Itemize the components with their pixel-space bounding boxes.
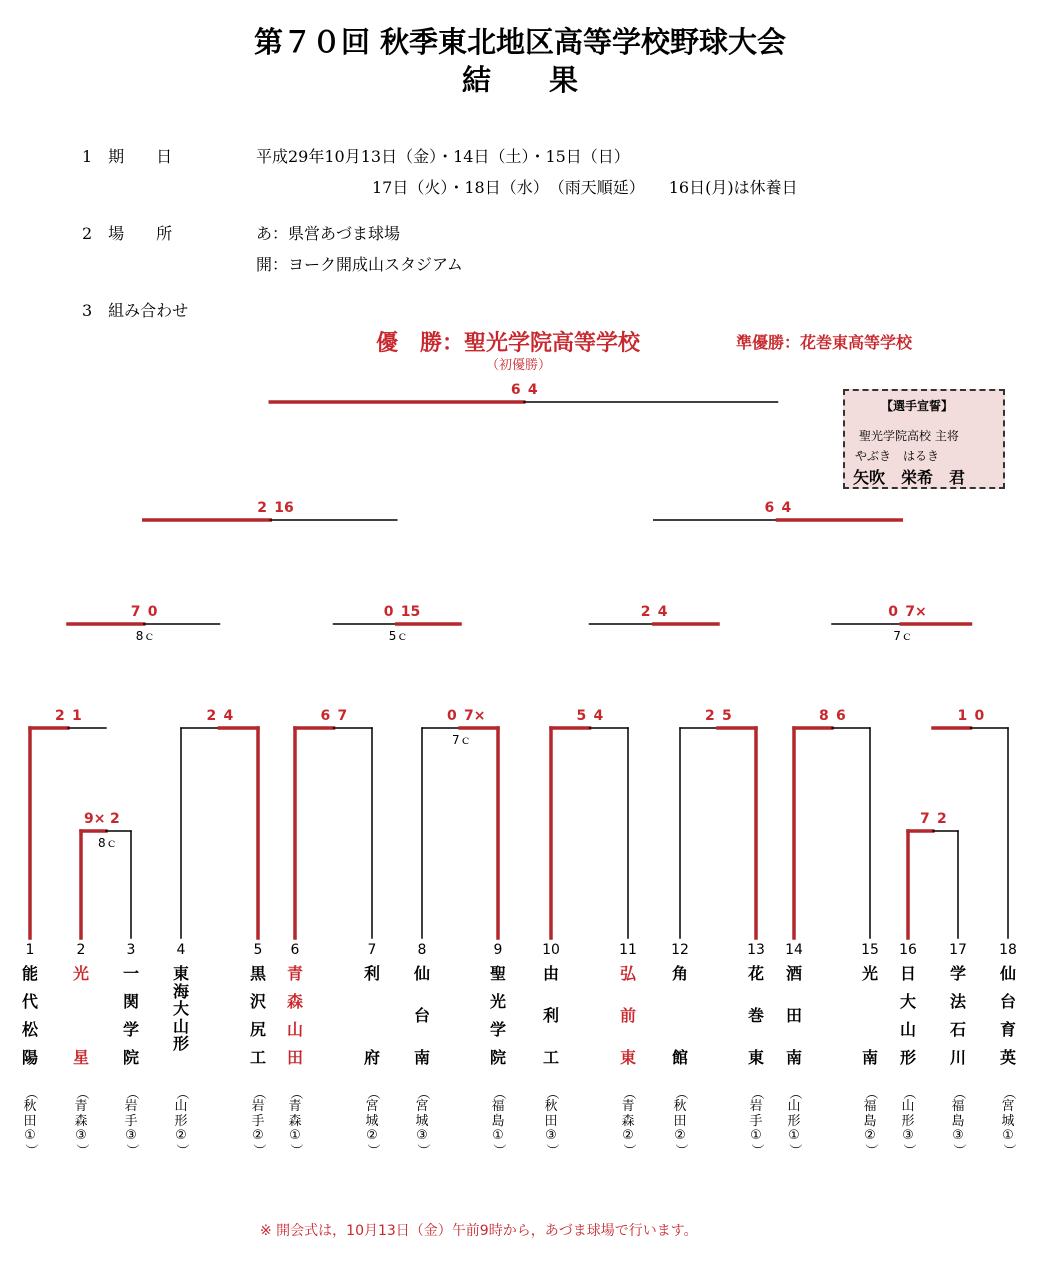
team-prefecture-char: ① — [750, 1127, 762, 1143]
team-prefecture-char: （ — [288, 1086, 304, 1100]
team-name-char: 形 — [899, 1048, 916, 1067]
oath-reading: やぶき はるき — [855, 449, 940, 463]
team-name-char: 山 — [172, 1016, 189, 1036]
team-prefecture-char: 島 — [951, 1113, 965, 1129]
team-name-char: 星 — [72, 1048, 89, 1067]
qf4-score-right: 7× — [905, 604, 927, 620]
team-prefecture — [618, 1086, 638, 1157]
team-prefecture-char: ① — [1002, 1127, 1014, 1143]
team-prefecture-char: （ — [415, 1086, 431, 1100]
team-name-char: 東 — [747, 1048, 764, 1067]
team-name-char: 山 — [286, 1020, 303, 1039]
team-prefecture-char: ） — [415, 1143, 431, 1157]
team-prefecture-char: 青 — [621, 1099, 635, 1115]
team-number: 17 — [949, 942, 967, 958]
dates-line1: 平成29年10月13日（金）・14日（土）・15日（日） — [256, 147, 630, 166]
r1_4-note: 7ｃ — [452, 733, 472, 747]
team-prefecture-char: 城 — [365, 1113, 379, 1129]
team-name-char: 由 — [542, 964, 559, 983]
team-prefecture-char: ） — [124, 1143, 140, 1157]
r1_3-score-left: 6 — [320, 708, 331, 724]
team-name-char: 花 — [747, 964, 764, 983]
r1_2-score-left: 2 — [206, 708, 217, 724]
team-number: 14 — [785, 942, 803, 958]
team-name-char: 角 — [671, 964, 688, 983]
team-name-char: 田 — [785, 1006, 802, 1025]
team-prefecture-char: 宮 — [415, 1099, 429, 1115]
team-name-char: 山 — [899, 1020, 916, 1039]
team-name-char: 東 — [619, 1048, 636, 1067]
team-prefecture-char: ） — [23, 1143, 39, 1157]
team-prefecture — [998, 1086, 1018, 1157]
team-prefecture — [20, 1086, 40, 1157]
final-score-left: 6 — [510, 382, 521, 398]
team-prefecture-char: ① — [24, 1127, 36, 1143]
team-prefecture-char: ② — [175, 1127, 187, 1143]
team-prefecture-char: 岩 — [749, 1099, 763, 1115]
team-prefecture-char: （ — [124, 1086, 140, 1100]
team-prefecture-char: ） — [174, 1143, 190, 1157]
team-name-char: 森 — [286, 992, 303, 1011]
team-number: 6 — [290, 942, 300, 958]
team-name-char: 光 — [489, 992, 506, 1011]
r1_8-score-right: 0 — [974, 708, 985, 724]
team-prefecture-char: 山 — [787, 1099, 801, 1115]
team-name-char: 学 — [489, 1020, 506, 1039]
team-name-char: 学 — [122, 1020, 139, 1039]
r1_1-score-left: 2 — [55, 708, 65, 724]
r1_5-score-right: 4 — [593, 708, 604, 724]
team-number: 5 — [253, 942, 263, 958]
team-number: 9 — [493, 942, 503, 958]
team-name-char: 田 — [286, 1048, 303, 1067]
team-name-char: 能 — [21, 964, 38, 983]
team-prefecture — [121, 1086, 141, 1157]
team-prefecture — [746, 1086, 766, 1157]
team-prefecture-char: 手 — [251, 1113, 265, 1129]
team-prefecture — [948, 1086, 968, 1157]
page-subtitle: 結 果 — [461, 63, 578, 97]
team-prefecture-char: ） — [251, 1143, 267, 1157]
team-prefecture-char: （ — [174, 1086, 190, 1100]
qf1-note: 8ｃ — [135, 629, 156, 643]
team-prefecture-char: ② — [674, 1127, 686, 1143]
team-number: 18 — [999, 942, 1017, 958]
qf4-score-left: 0 — [888, 604, 898, 620]
team-prefecture-char: 岩 — [251, 1099, 265, 1115]
team-name-char: 大 — [899, 992, 916, 1011]
team-prefecture-char: 手 — [124, 1113, 138, 1129]
team-prefecture — [285, 1086, 305, 1157]
pre_2-score-right: 2 — [937, 811, 947, 827]
qf1-score-right: 0 — [147, 604, 158, 620]
team-prefecture-char: 形 — [901, 1113, 915, 1129]
team-prefecture-char: （ — [23, 1086, 39, 1100]
team-prefecture-char: ① — [289, 1127, 301, 1143]
team-prefecture-char: （ — [621, 1086, 637, 1100]
team-prefecture-char: 森 — [288, 1113, 302, 1129]
team-name-char: 南 — [861, 1048, 878, 1067]
pre_1-score-right: 2 — [110, 811, 120, 827]
team-name-char: 海 — [172, 981, 189, 1001]
team-prefecture-char: 宮 — [365, 1099, 379, 1115]
team-prefecture-char: 形 — [787, 1113, 801, 1129]
team-prefecture-char: ） — [621, 1143, 637, 1157]
team-number: 4 — [176, 942, 186, 958]
team-prefecture-char: 福 — [951, 1099, 965, 1115]
team-prefecture-char: 青 — [288, 1099, 302, 1115]
team-name-char: 法 — [949, 992, 966, 1011]
team-name-char: 南 — [413, 1048, 430, 1067]
team-name-char: 黒 — [249, 964, 266, 983]
team-prefecture-char: ） — [74, 1143, 90, 1157]
team-prefecture-char: ② — [366, 1127, 378, 1143]
team-prefecture — [171, 1086, 191, 1157]
team-name-char: 大 — [172, 999, 189, 1018]
team-prefecture — [248, 1086, 268, 1157]
team-name-char: 利 — [363, 964, 380, 983]
team-name-char: 日 — [899, 964, 916, 983]
team-number: 1 — [25, 942, 35, 958]
team-prefecture-char: 岩 — [124, 1099, 138, 1115]
team-prefecture-char: 森 — [621, 1113, 635, 1129]
team-prefecture-char: （ — [491, 1086, 507, 1100]
team-prefecture-char: 森 — [74, 1113, 88, 1129]
r1_6-score-left: 2 — [705, 708, 715, 724]
r1_7-score-right: 6 — [836, 708, 846, 724]
venue-line2: 開：ヨーク開成山スタジアム — [256, 255, 463, 274]
team-prefecture-char: ② — [252, 1127, 264, 1143]
pre_1-note: 8ｃ — [98, 836, 118, 850]
qf2-score-right: 15 — [400, 604, 421, 620]
team-prefecture-char: 山 — [174, 1099, 188, 1115]
r1_5-score-left: 5 — [576, 708, 587, 724]
team-prefecture-char: 田 — [673, 1113, 687, 1129]
team-number: 12 — [671, 942, 689, 958]
team-name-char: 院 — [122, 1048, 139, 1067]
team-name-char: 仙 — [413, 964, 430, 983]
team-name-char: 南 — [785, 1048, 802, 1067]
team-name-char: 青 — [286, 964, 303, 983]
team-prefecture-char: （ — [951, 1086, 967, 1100]
team-name-char: 一 — [122, 964, 139, 983]
team-number: 13 — [747, 942, 765, 958]
team-prefecture — [71, 1086, 91, 1157]
semi_left-score-left: 2 — [257, 500, 267, 516]
team-prefecture — [670, 1086, 690, 1157]
team-prefecture-char: ） — [951, 1143, 967, 1157]
team-prefecture-char: （ — [365, 1086, 381, 1100]
team-name-char: 巻 — [747, 1006, 764, 1025]
page-title: 第７０回 秋季東北地区高等学校野球大会 — [253, 25, 787, 59]
team-prefecture-char: ） — [1001, 1143, 1017, 1157]
oath-school: 聖光学院高校 主将 — [859, 429, 959, 443]
team-prefecture-char: ③ — [416, 1127, 428, 1143]
team-prefecture-char: ） — [365, 1143, 381, 1157]
champion: 優 勝：聖光学院高等学校 — [376, 331, 641, 356]
oath-title: 【選手宣誓】 — [881, 399, 954, 413]
team-number: 7 — [367, 942, 377, 958]
champion-note: （初優勝） — [486, 358, 552, 373]
r1_1-score-right: 1 — [72, 708, 82, 724]
team-prefecture-char: 島 — [863, 1113, 877, 1129]
team-name-char: 沢 — [249, 992, 266, 1011]
pre_2-score-left: 7 — [920, 811, 930, 827]
r1_4-score-left: 0 — [447, 708, 457, 724]
team-prefecture-char: 秋 — [23, 1099, 37, 1115]
team-name-char: 台 — [999, 992, 1016, 1011]
team-name-char: 育 — [999, 1020, 1016, 1039]
team-prefecture-char: ） — [491, 1143, 507, 1157]
team-prefecture-char: 秋 — [544, 1099, 558, 1115]
qf3-score-right: 4 — [657, 604, 668, 620]
team-prefecture — [362, 1086, 382, 1157]
semi_right-score-left: 6 — [764, 500, 775, 516]
venue-label: 2 場 所 — [82, 224, 173, 243]
team-prefecture-char: ） — [288, 1143, 304, 1157]
team-prefecture-char: 青 — [74, 1099, 88, 1115]
team-prefecture-char: ③ — [545, 1127, 557, 1143]
team-prefecture-char: （ — [901, 1086, 917, 1100]
team-number: 15 — [861, 942, 879, 958]
team-prefecture-char: 手 — [749, 1113, 763, 1129]
r1_2-score-right: 4 — [223, 708, 234, 724]
pre_1-score-left: 9× — [84, 811, 106, 827]
team-name-char: 院 — [489, 1048, 506, 1067]
team-prefecture-char: 秋 — [673, 1099, 687, 1115]
r1_4-score-right: 7× — [464, 708, 486, 724]
team-name-char: 聖 — [489, 964, 506, 983]
bracket-label: 3 組み合わせ — [82, 301, 189, 320]
team-number: 3 — [126, 942, 136, 958]
dates-label: 1 期 日 — [82, 147, 173, 166]
team-prefecture-char: （ — [74, 1086, 90, 1100]
oath-name: 矢吹 栄希 君 — [853, 468, 966, 487]
team-prefecture-char: （ — [863, 1086, 879, 1100]
team-prefecture-char: （ — [251, 1086, 267, 1100]
team-prefecture — [860, 1086, 880, 1157]
team-prefecture-char: ③ — [75, 1127, 87, 1143]
team-name-char: 仙 — [999, 964, 1016, 983]
team-prefecture-char: （ — [544, 1086, 560, 1100]
team-prefecture-char: 福 — [863, 1099, 877, 1115]
team-number: 11 — [619, 942, 637, 958]
team-prefecture-char: ） — [544, 1143, 560, 1157]
semi_left-score-right: 16 — [274, 500, 294, 516]
team-prefecture-char: （ — [749, 1086, 765, 1100]
r1_8-score-left: 1 — [957, 708, 968, 724]
team-prefecture-char: 田 — [544, 1113, 558, 1129]
team-prefecture-char: 宮 — [1001, 1099, 1015, 1115]
team-name-char: 台 — [413, 1006, 430, 1025]
team-name-char: 工 — [542, 1048, 559, 1067]
footer-note: ※ 開会式は，10月13日（金）午前9時から，あづま球場で行います。 — [260, 1223, 698, 1239]
qf2-note: 5ｃ — [388, 629, 409, 643]
team-prefecture — [784, 1086, 804, 1157]
team-prefecture-char: 城 — [1001, 1113, 1015, 1129]
team-prefecture-char: ③ — [902, 1127, 914, 1143]
team-prefecture-char: ① — [492, 1127, 504, 1143]
team-prefecture-char: 形 — [174, 1113, 188, 1129]
team-name-char: 陽 — [21, 1048, 38, 1067]
team-prefecture — [412, 1086, 432, 1157]
dates-line2: 17日（火）・18日（水） （雨天順延） 16日(月)は休養日 — [372, 178, 798, 197]
qf2-score-left: 0 — [383, 604, 394, 620]
semi_right-score-right: 4 — [781, 500, 792, 516]
team-prefecture-char: 福 — [491, 1099, 505, 1115]
team-name-char: 学 — [949, 964, 966, 983]
venue-line1: あ：県営あづま球場 — [256, 224, 401, 243]
team-name-char: 川 — [949, 1048, 966, 1067]
team-prefecture — [541, 1086, 561, 1157]
team-name-char: 弘 — [619, 964, 636, 983]
team-name-char: 代 — [21, 992, 38, 1011]
team-prefecture-char: ③ — [952, 1127, 964, 1143]
team-prefecture-char: （ — [787, 1086, 803, 1100]
team-name-char: 館 — [671, 1048, 688, 1067]
team-name-char: 石 — [949, 1020, 966, 1039]
team-prefecture-char: ） — [749, 1143, 765, 1157]
final-score-right: 4 — [527, 382, 538, 398]
team-name-char: 利 — [542, 1006, 559, 1025]
team-name-char: 英 — [999, 1048, 1016, 1067]
qf4-note: 7ｃ — [893, 629, 913, 643]
team-name-char: 松 — [21, 1020, 38, 1039]
team-prefecture-char: 島 — [491, 1113, 505, 1129]
r1_7-score-left: 8 — [819, 708, 829, 724]
team-prefecture-char: ① — [788, 1127, 800, 1143]
team-prefecture — [488, 1086, 508, 1157]
team-name-char: 関 — [122, 992, 139, 1011]
r1_6-score-right: 5 — [722, 708, 732, 724]
team-prefecture-char: ） — [863, 1143, 879, 1157]
team-number: 10 — [542, 942, 560, 958]
team-name-char: 光 — [861, 964, 878, 983]
qf3-score-left: 2 — [640, 604, 651, 620]
team-number: 16 — [899, 942, 917, 958]
qf1-score-left: 7 — [130, 604, 141, 620]
team-name-char: 前 — [619, 1006, 636, 1025]
team-prefecture-char: 山 — [901, 1099, 915, 1115]
team-prefecture-char: （ — [1001, 1086, 1017, 1100]
team-name-char: 酒 — [785, 964, 802, 983]
r1_3-score-right: 7 — [337, 708, 348, 724]
team-name-char: 府 — [363, 1048, 380, 1067]
team-prefecture-char: （ — [673, 1086, 689, 1100]
team-prefecture — [898, 1086, 918, 1157]
team-prefecture-char: ） — [901, 1143, 917, 1157]
team-name-char: 工 — [249, 1048, 266, 1067]
team-name-char: 形 — [172, 1034, 189, 1053]
runner-up: 準優勝：花巻東高等学校 — [736, 333, 913, 352]
team-prefecture-char: ② — [864, 1127, 876, 1143]
team-number: 8 — [417, 942, 427, 958]
team-prefecture-char: 城 — [415, 1113, 429, 1129]
team-prefecture-char: ） — [787, 1143, 803, 1157]
team-number: 2 — [76, 942, 86, 958]
team-name-char: 光 — [72, 964, 89, 983]
team-name-char: 尻 — [249, 1020, 266, 1039]
team-name-char: 東 — [172, 964, 189, 983]
team-prefecture-char: ③ — [125, 1127, 137, 1143]
team-prefecture-char: 田 — [23, 1113, 37, 1129]
team-prefecture-char: ② — [622, 1127, 634, 1143]
team-prefecture-char: ） — [673, 1143, 689, 1157]
